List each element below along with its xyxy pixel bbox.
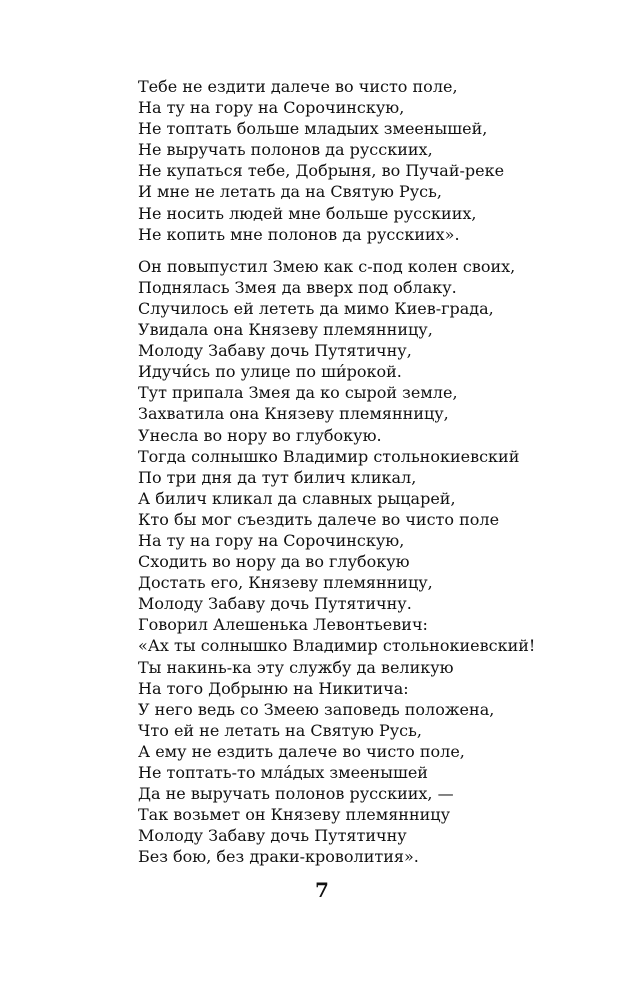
poem-line: Что ей не летать на Святую Русь, — [138, 720, 422, 740]
stanza — [138, 256, 538, 868]
poem-line: И мне не летать да на Святую Русь, — [138, 182, 442, 202]
poem-line: А ему не ездить далече во чисто поле, — [138, 741, 465, 761]
poem-line: Тебе не ездити далече во чисто поле, — [138, 77, 458, 96]
page-number: 7 — [315, 878, 329, 902]
poem-line: Идучи́сь по улице по ши́рокой. — [138, 362, 402, 382]
poem-line: На ту на гору на Сорочинскую, — [138, 98, 405, 118]
poem-line: Тут припала Змея да ко сырой земле, — [138, 383, 458, 403]
poem-line: Ты накинь-ка эту службу да великую — [138, 657, 454, 677]
poem-line: У него ведь со Змеею заповедь положена, — [138, 699, 495, 719]
poem-line: Достать его, Князеву племянницу, — [138, 573, 433, 593]
poem-line: Не копить мне полонов да русскиих». — [138, 224, 460, 244]
poem-line: Не выручать полонов да русскиих, — [138, 140, 433, 160]
poem-line: Кто бы мог съездить далече во чисто поле — [138, 509, 500, 529]
stanza — [138, 76, 538, 245]
poem-line: Да не выручать полонов русскиих, — — [138, 784, 454, 804]
poem-line: Увидала она Князеву племянницу, — [138, 320, 433, 340]
poem-line: Говорил Алешенька Левонтьевич: — [138, 615, 428, 635]
poem-line: На того Добрыню на Никитича: — [138, 678, 409, 698]
poem-line: Молоду Забаву дочь Путятичну, — [138, 341, 412, 361]
poem-line: Без бою, без драки-кроволития». — [138, 847, 419, 867]
poem-line: На ту на гору на Сорочинскую, — [138, 530, 405, 550]
poem-line: Молоду Забаву дочь Путятичну — [138, 826, 407, 846]
poem-line: Случилось ей лететь да мимо Киев-града, — [138, 298, 494, 318]
poem-line: Молоду Забаву дочь Путятичну. — [138, 594, 412, 614]
poem-line: Не купаться тебе, Добрыня, во Пучай-реке — [138, 161, 505, 181]
poem-line: Не топтать-то мла́дых змеенышей — [138, 763, 428, 782]
poem-line: Он повыпустил Змею как с-под колен своих, — [138, 256, 516, 276]
poem-line: Не носить людей мне больше русскиих, — [138, 203, 477, 223]
poem-line: Поднялась Змея да вверх под облаку. — [138, 277, 457, 297]
poem-line: По три дня да тут билич кликал, — [138, 467, 417, 487]
poem-line: Тогда солнышко Владимир стольнокиевский — [138, 446, 520, 466]
poem-line: «Ах ты солнышко Владимир стольнокиевский! — [138, 636, 536, 656]
poem-line: Сходить во нору да во глубокую — [138, 552, 410, 572]
poem-text — [138, 76, 538, 867]
poem-line: Так возьмет он Князеву племянницу — [138, 805, 450, 825]
poem-line: А билич кликал да славных рыцарей, — [138, 488, 456, 508]
poem-line: Не топтать больше младыих змеенышей, — [138, 119, 488, 139]
poem-line: Унесла во нору во глубокую. — [138, 425, 382, 445]
poem-line: Захватила она Князеву племянницу, — [138, 404, 449, 424]
